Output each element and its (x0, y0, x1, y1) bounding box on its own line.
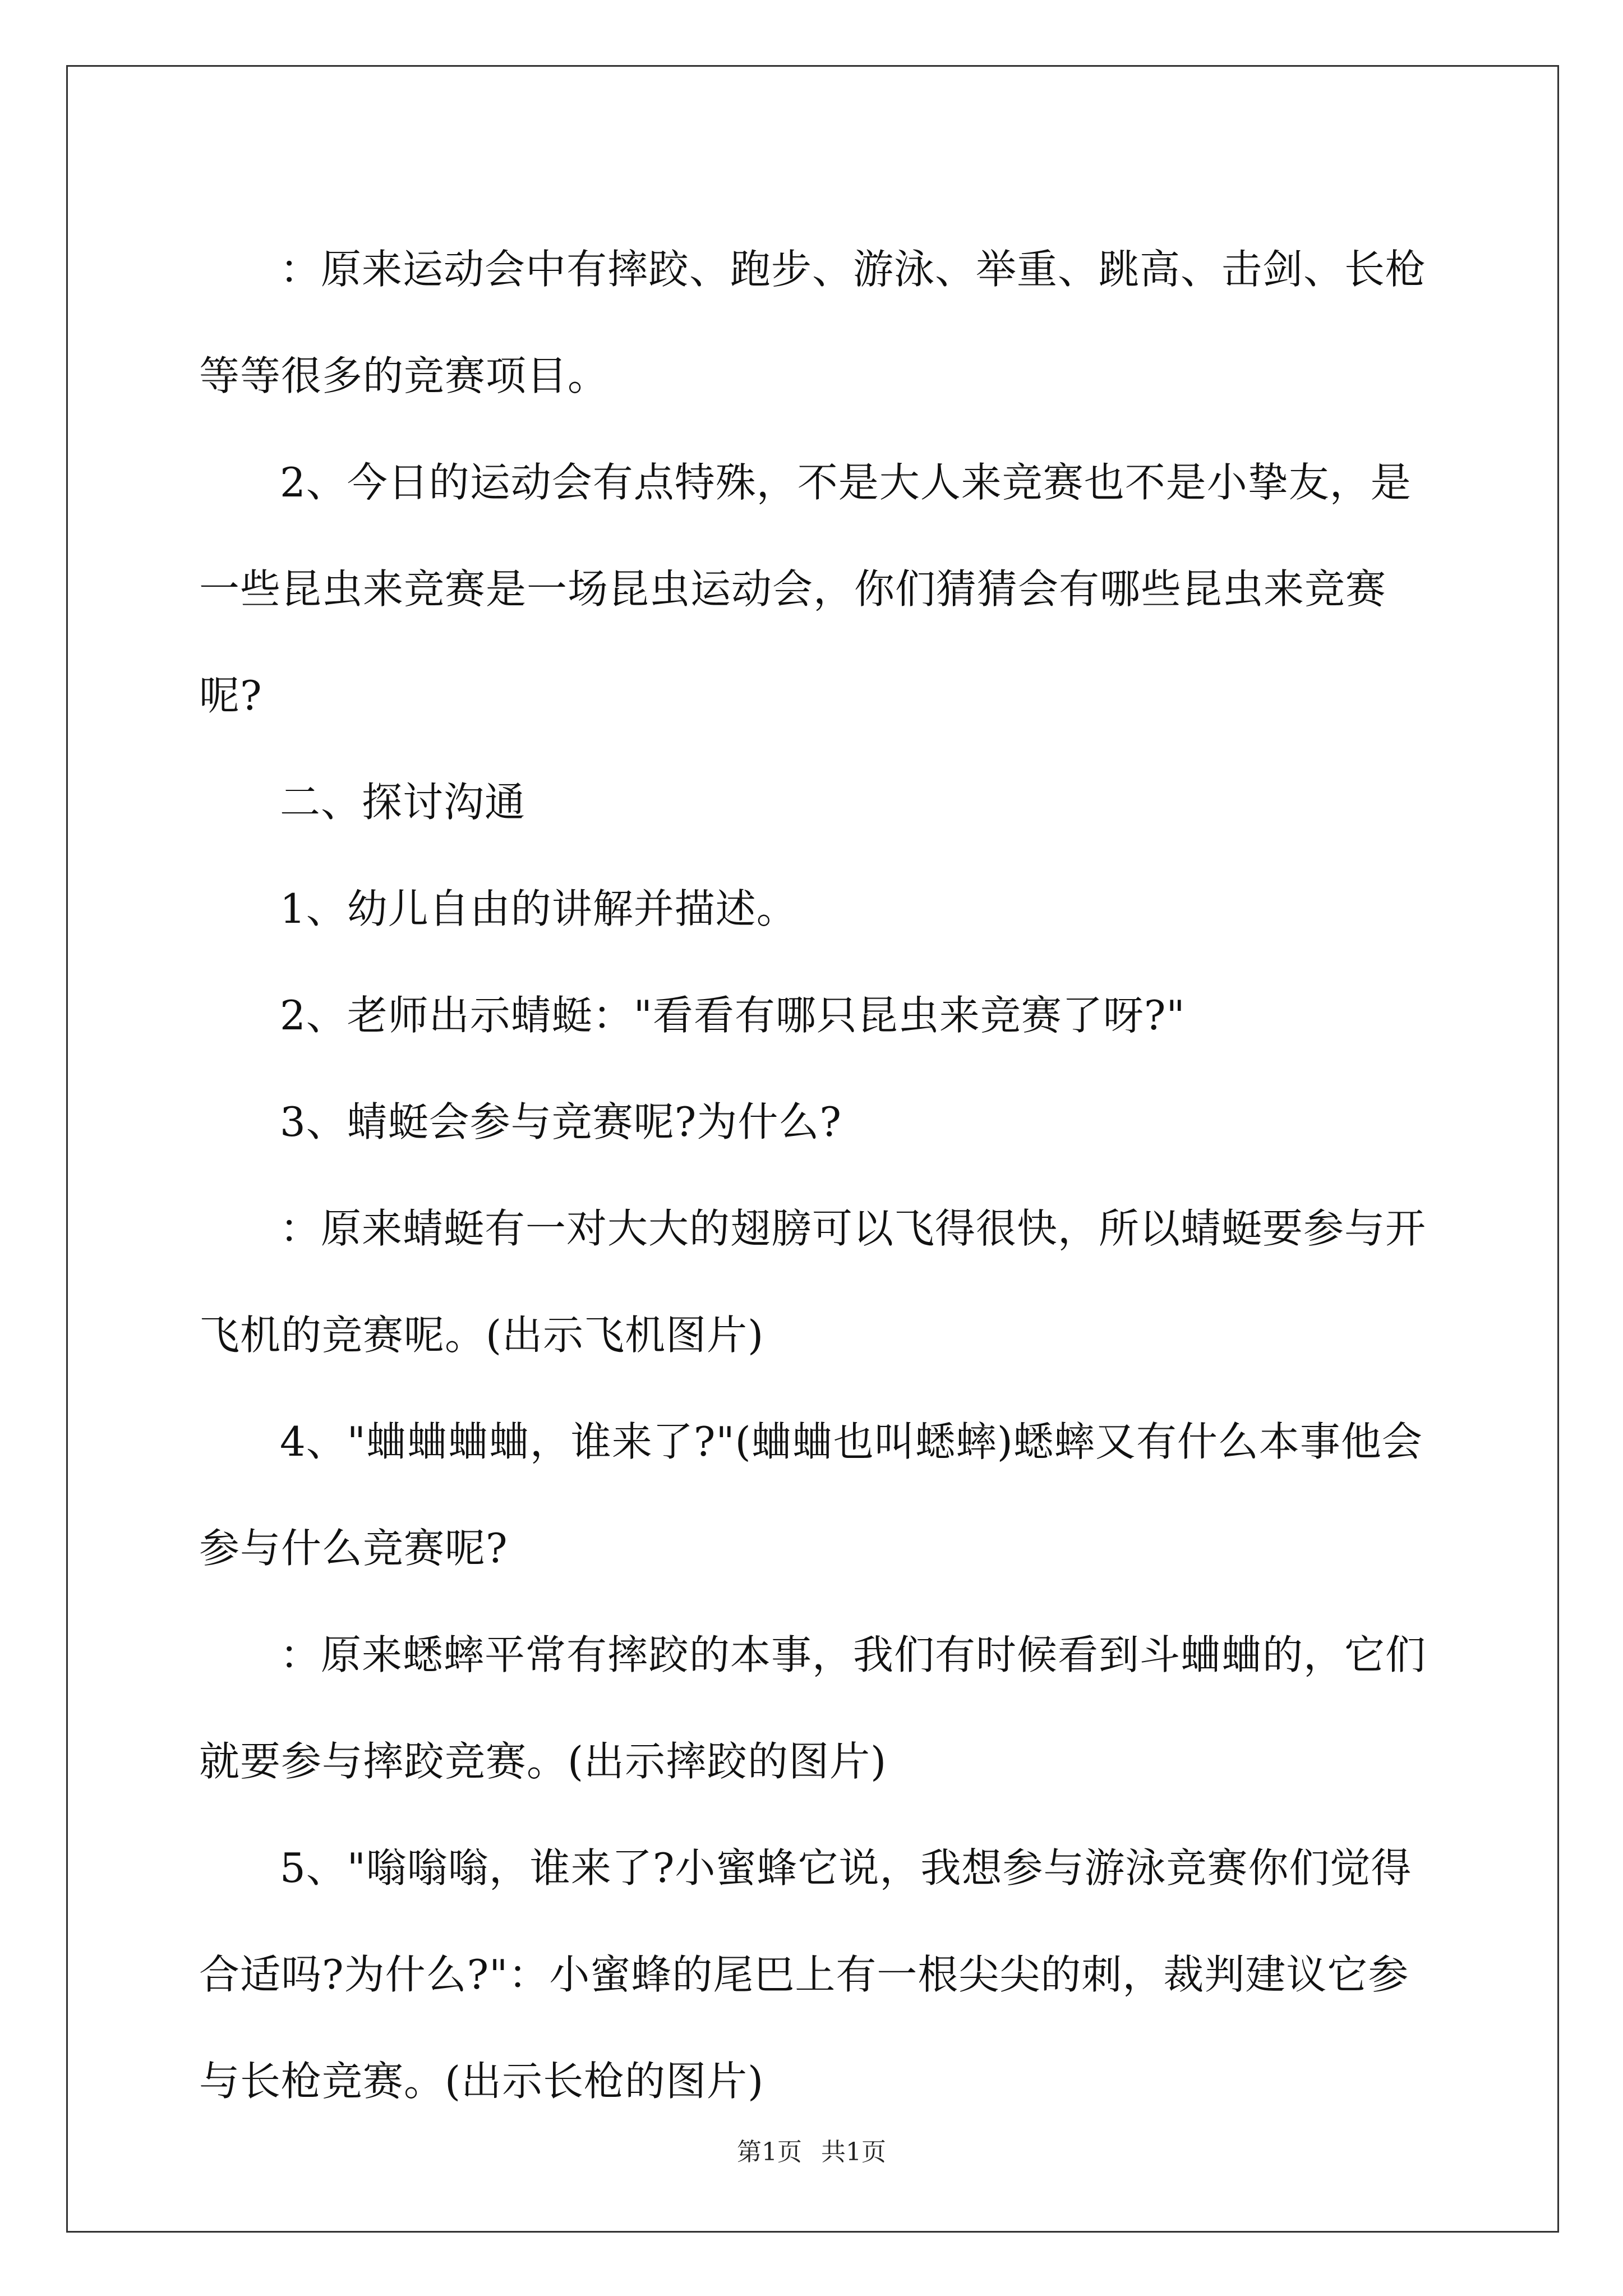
paragraph-1: ：原来运动会中有摔跤、跑步、游泳、举重、跳高、击剑、长枪等等很多的竞赛项目。 (199, 246, 1427, 399)
paragraph-10: 5、"嗡嗡嗡，谁来了?小蜜蜂它说，我想参与游泳竞赛你们觉得合适吗?为什么?"：小蜜蜂的尾巴上有一根尖尖的刺，裁判建议它参与长枪竞赛。(出示长枪的图片) (199, 1844, 1412, 2105)
page-number-current: 第1页 (737, 2138, 802, 2166)
page-number-total: 共1页 (821, 2138, 886, 2166)
paragraph-4: 1、幼儿自由的讲解并描述。 (280, 885, 797, 932)
paragraph-5: 2、老师出示蜻蜓："看看有哪只昆虫来竞赛了呀?" (280, 992, 1186, 1039)
paragraph-7: ：原来蜻蜓有一对大大的翅膀可以飞得很快，所以蜻蜓要参与开飞机的竞赛呢。(出示飞机图片) (199, 1205, 1427, 1359)
document-body (199, 216, 1427, 2134)
paragraph-2: 2、今日的运动会有点特殊，不是大人来竞赛也不是小挚友，是一些昆虫来竞赛是一场昆虫运动会，你们猜猜会有哪些昆虫来竞赛呢? (199, 459, 1412, 719)
paragraph-3: 二、探讨沟通 (280, 779, 526, 826)
paragraph-6: 3、蜻蜓会参与竞赛呢?为什么? (280, 1098, 842, 1145)
paragraph-8: 4、"蛐蛐蛐蛐，谁来了?"(蛐蛐也叫蟋蟀)蟋蟀又有什么本事他会参与什么竞赛呢? (199, 1418, 1423, 1572)
page-footer (0, 2132, 1623, 2168)
paragraph-9: ：原来蟋蟀平常有摔跤的本事，我们有时候看到斗蛐蛐的，它们就要参与摔跤竞赛。(出示摔跤的图片) (199, 1631, 1427, 1785)
